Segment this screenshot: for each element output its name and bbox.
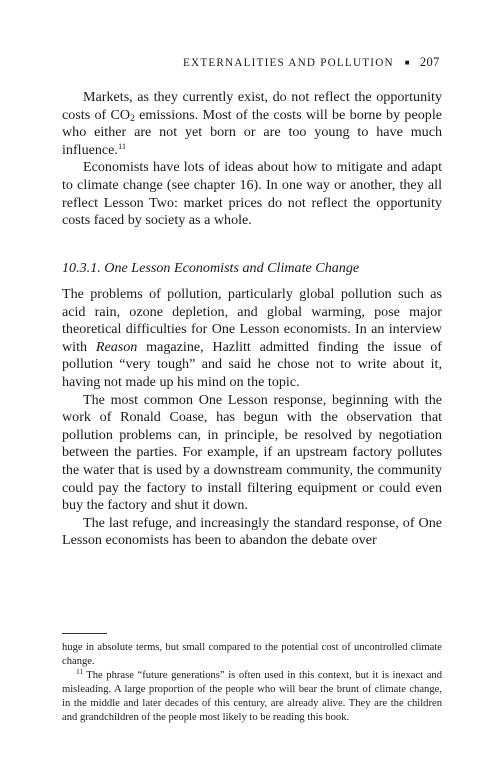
- footnote-continued: huge in absolute terms, but small compared to the potential cost of uncontrolled climate change.: [62, 642, 442, 668]
- text-run: emissions. Most of the costs will be borne by people who either are not yet born or are too young to have much influence.: [62, 106, 442, 158]
- paragraph: The last refuge, and increasingly the standard response, of One Lesson economists has been to abandon the debate over: [62, 514, 442, 549]
- paragraph: The most common One Lesson response, beginning with the work of Ronald Coase, has begun with the observation that pollution problems can, in principle, be resolved by negotiation between the parties. For example, if an upstream factory pollutes the water that is used by a downstream community, the community could pay the factory to install filtering equipment or could even buy the factory and shut it down.: [62, 391, 442, 514]
- body-text-top: [62, 89, 442, 230]
- footnote-rule: [62, 633, 107, 634]
- footnote-11: [62, 669, 442, 725]
- running-title: EXTERNALITIES AND POLLUTION: [183, 57, 394, 69]
- paragraph: [62, 286, 442, 392]
- footnote-number: 11: [76, 667, 84, 677]
- text-run: magazine, Hazlitt admitted finding the issue of pollution “very tough” and said he chose not to write about it, having not made up his mind on the topic.: [62, 338, 442, 390]
- body-text-section: [62, 286, 442, 550]
- italic-title: Reason: [95, 338, 138, 355]
- text-run: Markets, as they currently exist, do not reflect the opportunity costs of CO: [62, 89, 442, 123]
- page-number: 207: [419, 55, 440, 69]
- paragraph: [62, 89, 442, 159]
- footnotes: [62, 641, 442, 726]
- square-separator-icon: ■: [404, 58, 411, 67]
- footnote-reference[interactable]: 11: [117, 140, 127, 151]
- running-header: [183, 55, 443, 70]
- paragraph: Economists have lots of ideas about how to mitigate and adapt to climate change (see chapter 16). In one way or another, they all reflect Lesson Two: market prices do not reflect the opportunity costs faced by society as a whole.: [62, 159, 442, 229]
- text-run: The problems of pollution, particularly global pollution such as acid rain, ozone depletion, and global warming, pose major theoretical difficulties for One Lesson economists. In an interview with: [62, 286, 442, 355]
- section-heading: 10.3.1. One Lesson Economists and Climate Change: [62, 260, 360, 276]
- subscript: 2: [130, 113, 135, 124]
- footnote-text: The phrase “future generations” is often used in this context, but it is inexact and misleading. A large proportion of the people who will bear the brunt of climate change, in the middle and later decades of this century, are already alive. They are the children and grandchildren of the people most likely to be reading this book.: [62, 670, 442, 724]
